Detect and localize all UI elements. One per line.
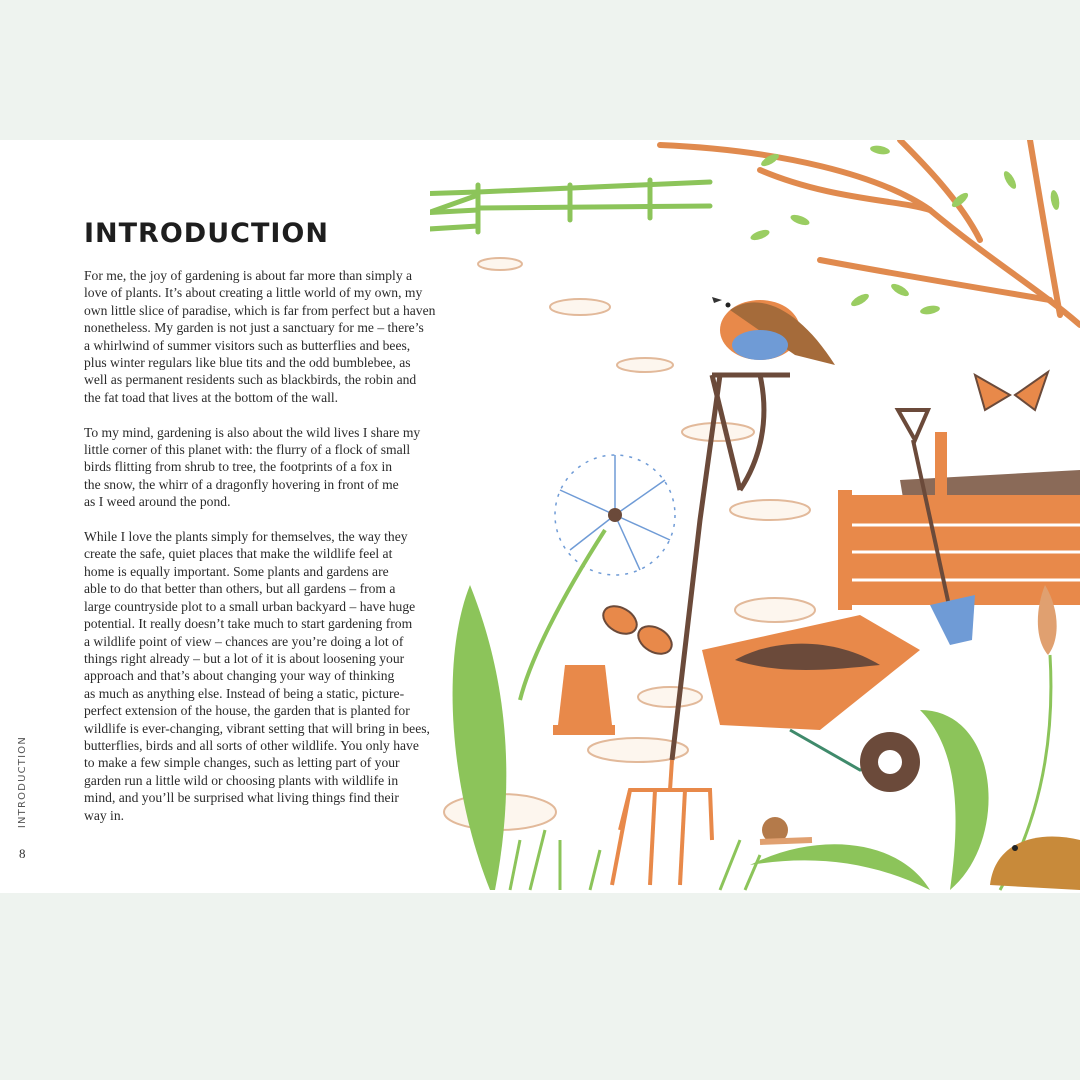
text-line: plus winter regulars like blue tits and the odd bumblebee, as	[84, 355, 411, 371]
text-line: butterflies, birds and all sorts of other wildlife. You only have	[84, 737, 419, 753]
text-line: create the safe, quiet places that make the wildlife feel at	[84, 546, 393, 562]
text-line: the snow, the whirr of a dragonfly hovering in front of me	[84, 476, 399, 492]
text-line: things right already – but a lot of it is about loosening your	[84, 650, 405, 666]
section-label: INTRODUCTION	[17, 736, 28, 829]
text-line: wildlife is ever-changing, vibrant setting that will bring in bees,	[84, 720, 430, 736]
long-leaf	[750, 844, 930, 890]
text-line: own little slice of paradise, which is far from perfect but a haven	[84, 302, 436, 318]
text-line: as I weed around the pond.	[84, 494, 231, 510]
paragraph	[84, 267, 454, 406]
grass	[510, 830, 760, 890]
text-line: love of plants. It’s about creating a little world of my own, my	[84, 285, 423, 301]
text-line: a wildlife point of view – chances are you’re doing a lot of	[84, 633, 404, 649]
text-line: able to do that better than others, but all gardens – from a	[84, 581, 396, 597]
text-line: While I love the plants simply for themselves, the way they	[84, 529, 408, 545]
text-line: perfect extension of the house, the garden that is planted for	[84, 703, 410, 719]
dandelion-clock	[555, 455, 675, 575]
robin-illustration	[712, 297, 835, 365]
peacock-butterfly	[598, 601, 676, 660]
page-number: 8	[19, 846, 26, 861]
text-line: a whirlwind of summer visitors such as butterflies and bees,	[84, 337, 411, 353]
paragraph	[84, 528, 454, 824]
wheelbarrow	[702, 615, 920, 792]
text-line: large countryside plot to a small urban backyard – have huge	[84, 598, 416, 614]
leaves	[749, 144, 1060, 315]
text-line: home is equally important. Some plants and gardens are	[84, 563, 389, 579]
text-line: way in.	[84, 807, 125, 823]
tree-branch	[660, 140, 1080, 325]
page-title: INTRODUCTION	[84, 218, 329, 249]
text-line: potential. It really doesn’t take much to start gardening from	[84, 616, 413, 632]
paragraph	[84, 424, 454, 511]
text-line: to make a few simple changes, such as letting part of your	[84, 755, 400, 771]
dandelion-leaf	[453, 585, 507, 890]
garden-illustration	[430, 140, 1080, 893]
snail	[760, 817, 812, 843]
fork-tines	[612, 760, 712, 885]
flower-pot	[553, 665, 615, 735]
text-line: as much as anything else. Instead of being a static, picture-	[84, 685, 405, 701]
text-line: mind, and you’ll be surprised what living things find their	[84, 790, 399, 806]
body-text	[84, 267, 454, 841]
large-leaf	[920, 710, 989, 890]
text-line: approach and that’s about changing your way of thinking	[84, 668, 395, 684]
text-line: To my mind, gardening is also about the wild lives I share my	[84, 424, 421, 440]
text-line: nonetheless. My garden is not just a sanctuary for me – there’s	[84, 320, 424, 336]
text-line: the fat toad that lives at the bottom of the wall.	[84, 389, 339, 405]
text-line: birds flitting from shrub to tree, the footprints of a fox in	[84, 459, 393, 475]
running-header	[17, 736, 28, 828]
tortoiseshell-butterfly	[975, 372, 1048, 410]
fence	[430, 180, 710, 240]
text-line: garden run a little wild or choosing plants with wildlife in	[84, 772, 399, 788]
text-line: well as permanent residents such as blackbirds, the robin and	[84, 372, 417, 388]
text-line: For me, the joy of gardening is about far more than simply a	[84, 268, 413, 283]
text-line: little corner of this planet with: the flurry of a flock of small	[84, 442, 411, 458]
compost-bin	[838, 432, 1080, 610]
book-page	[0, 140, 1080, 893]
toad	[990, 836, 1080, 890]
